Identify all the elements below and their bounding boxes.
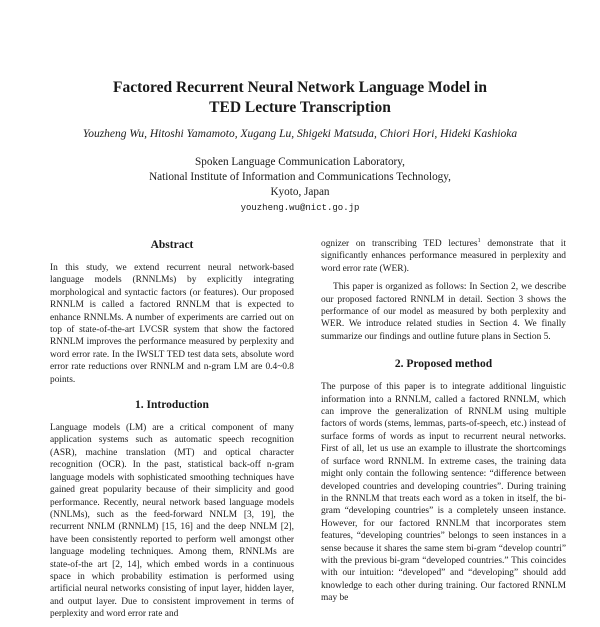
abstract-heading: Abstract — [150, 239, 194, 251]
proposed-method-text: The purpose of this paper is to integrate additional linguistic information into a RNNLM, called a factored RNNLM, which can improve the generalization of RNNLM using multiple factors of words (stems, lemmas, parts-of-speech, etc.) instead of surface forms of words as input to recurrent neural networks. First of all, let us use an example to illustrate the shortcomings of surface word RNNLM. In extreme cases, the training data might only contain the following sentence: “difference between developed countries and developing countries”. During training in the RNNLM that treats each word as a token in itself, the bi-gram “developing countries” is a completely unseen instance. However, for our factored RNNLM that incorporates stem features, “developing countries” belongs to seen instances in a sense because it shares the same stem bi-gram “develop countri” with the previous bi-gram “developed countries.” This coincides with our intuition: “developed” and “developing” should add knowledge to each other during training. Our factored RNNLM may be — [321, 382, 566, 604]
abstract-text: In this study, we extend recurrent neural network-based language models (RNNLMs) by explicitly integrating morphological and syntactic factors (or features). Our proposed RNNLM is called a factored RNNLM that is expected to enhance RNNLMs. A number of experiments are carried out on top of state-of-the-art LVCSR system that show the factored RNNLM improves the performance measured by perplexity and word error rate. In the IWSLT TED test data sets, absolute word error rate reductions over RNNLM and n-gram LM are 0.4~0.8 points. — [50, 263, 294, 385]
introduction-heading: 1. Introduction — [135, 399, 209, 412]
affiliation — [0, 155, 600, 200]
right-column — [321, 238, 566, 611]
author-email[interactable]: youzheng.wu@nict.go.jp — [240, 203, 360, 213]
organization-paragraph: This paper is organized as follows: In Section 2, we describe our proposed factored RNNLM in detail. Section 3 shows the performance of our model as measured by both perplexity and WER. We introduce related studies in Section 4. We finally summarize our findings and outline future plans in Section 5. — [321, 282, 566, 342]
introduction-text: Language models (LM) are a critical component of many application systems such as automatic speech recognition (ASR), machine translation (MT) and optical character recognition (OCR). In the past, statistical back-off n-gram language models with sophisticated smoothing techniques have gained great popularity because of their simplicity and good performance. Recently, neural network based language models (NNLMs), such as the feed-forward NNLM [3, 19], the recurrent NNLM (RNNLM) [15, 16] and the deep NNLM [2], have been consistently reported to perform well amongst other language modeling techniques. Among them, RNNLMs are state-of-the art [2, 14], which embed words in a continuous space in which probability estimation is performed using artificial neural networks consisting of input layer, hidden layer, and output layer. Due to consistent improvement in terms of perplexity and word error rate and — [50, 423, 294, 620]
proposed-method-heading: 2. Proposed method — [394, 358, 493, 371]
intro-continuation — [321, 238, 566, 275]
affiliation-line: Kyoto, Japan — [270, 186, 330, 198]
continuation-text-end: demonstrate that it significantly enhances performance measured in perplexity and word error rate (WER). — [321, 239, 566, 274]
paper-title — [0, 78, 600, 118]
title-line-1: Factored Recurrent Neural Network Language Model in — [113, 79, 487, 96]
continuation-text: ognizer on transcribing TED lectures — [321, 239, 478, 249]
left-column — [50, 238, 294, 627]
footnote-marker: 1 — [477, 237, 481, 244]
title-line-2: TED Lecture Transcription — [209, 99, 391, 116]
affiliation-line: National Institute of Information and Communications Technology, — [149, 171, 451, 183]
author-list: Youzheng Wu, Hitoshi Yamamoto, Xugang Lu, Shigeki Matsuda, Chiori Hori, Hideki Kashioka — [82, 128, 518, 140]
affiliation-line: Spoken Language Communication Laboratory, — [195, 156, 405, 168]
